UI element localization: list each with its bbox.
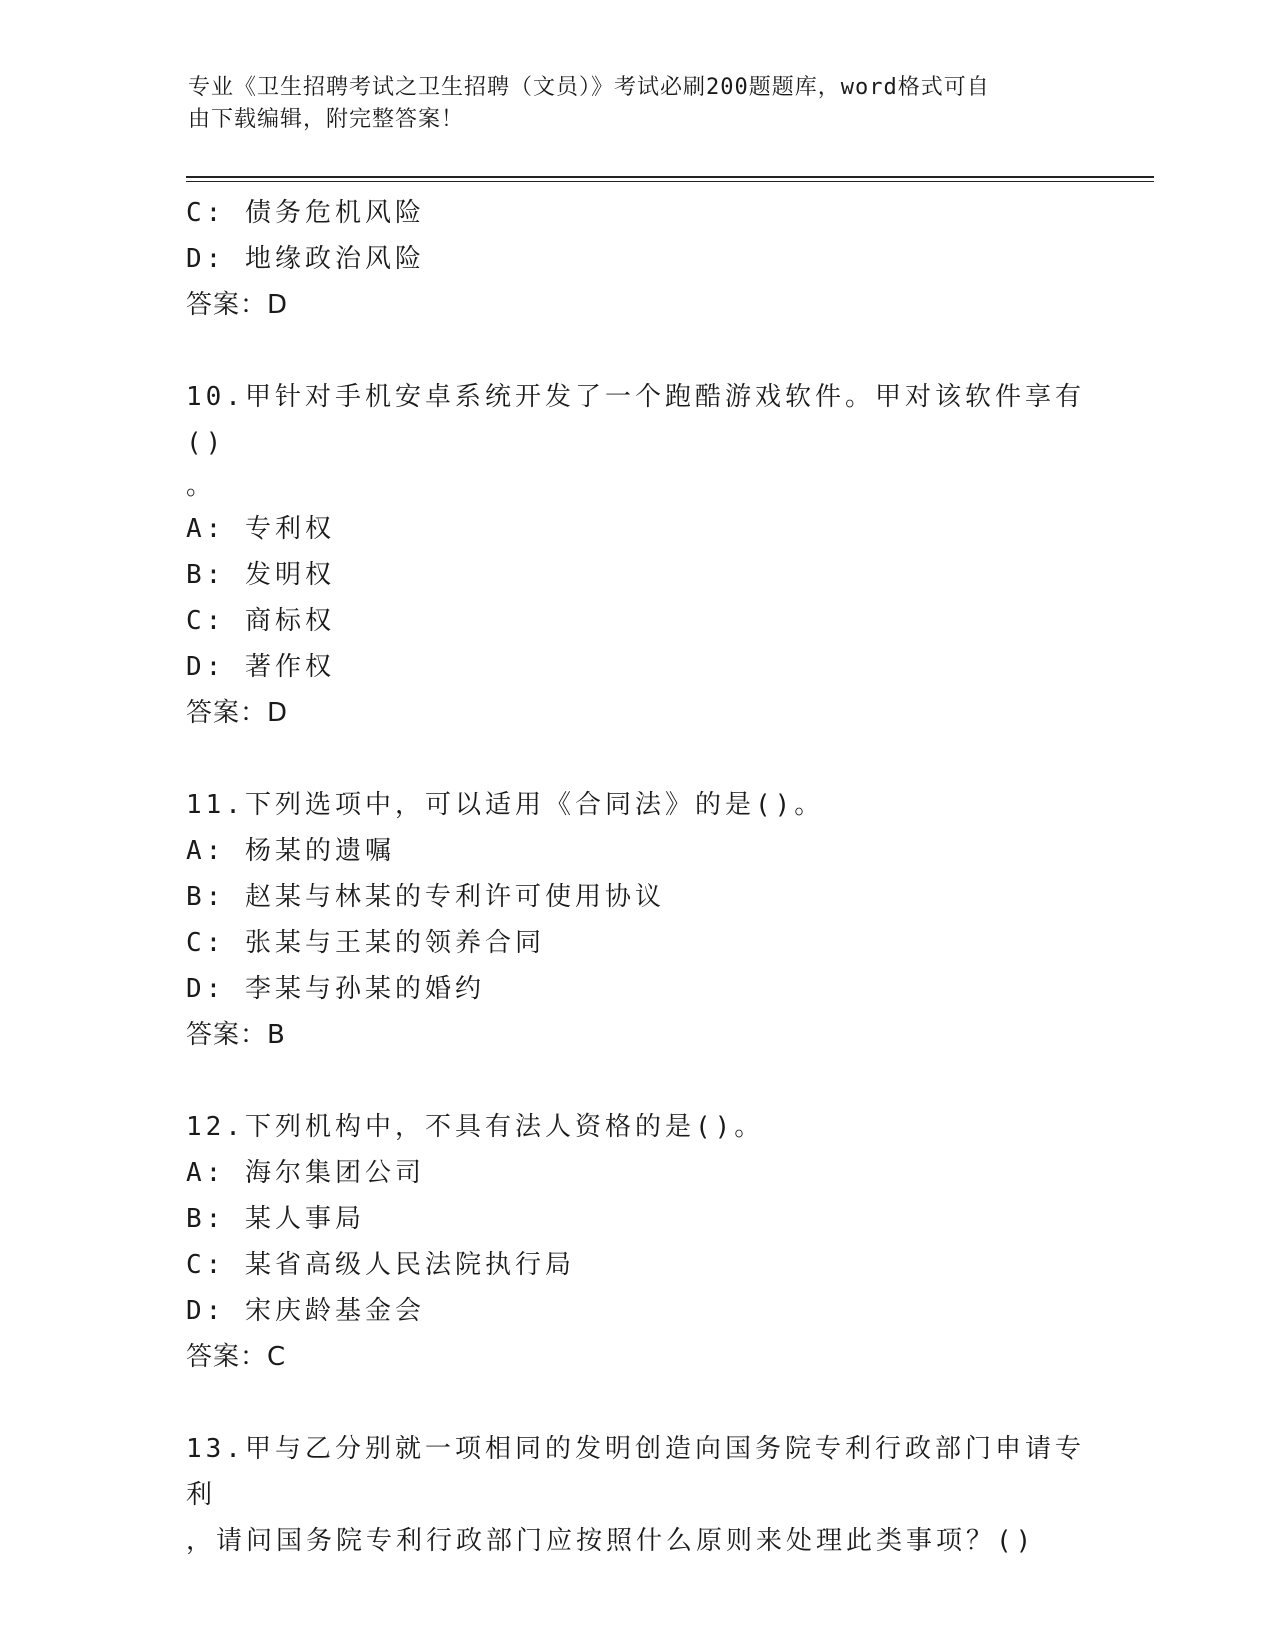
- option-b: B: 赵某与林某的专利许可使用协议: [186, 882, 665, 912]
- option-c: C: 张某与王某的领养合同: [186, 928, 545, 958]
- question-stem-line: 10.甲针对手机安卓系统开发了一个跑酷游戏软件。甲对该软件享有(): [186, 382, 1085, 458]
- header-line-1: 专业《卫生招聘考试之卫生招聘（文员）》考试必刷200题题库，word格式可自: [188, 75, 990, 100]
- answer-line: 答案：D: [186, 290, 289, 320]
- option-d: D: 著作权: [186, 652, 335, 682]
- option-d: D: 宋庆龄基金会: [186, 1296, 425, 1326]
- header-line-2: 由下载编辑，附完整答案！: [188, 107, 465, 132]
- question-11: [186, 782, 1086, 1058]
- document-header: [188, 72, 1088, 136]
- question-13: [186, 1426, 1086, 1564]
- document-body: [186, 190, 1086, 1564]
- option-d: D: 地缘政治风险: [186, 244, 425, 274]
- header-divider-thick: [186, 176, 1154, 178]
- option-c: C: 某省高级人民法院执行局: [186, 1250, 575, 1280]
- option-c: C: 债务危机风险: [186, 198, 425, 228]
- previous-question-tail: [186, 190, 1086, 328]
- option-a: A: 海尔集团公司: [186, 1158, 425, 1188]
- option-a: A: 专利权: [186, 514, 335, 544]
- option-d: D: 李某与孙某的婚约: [186, 974, 485, 1004]
- question-10: [186, 374, 1086, 736]
- answer-line: 答案：D: [186, 698, 289, 728]
- question-stem-line: 。: [186, 471, 217, 501]
- question-stem-line: 13.甲与乙分别就一项相同的发明创造向国务院专利行政部门申请专利: [186, 1434, 1085, 1510]
- question-stem-line: 12.下列机构中，不具有法人资格的是()。: [186, 1112, 765, 1142]
- question-12: [186, 1104, 1086, 1380]
- option-b: B: 发明权: [186, 560, 335, 590]
- option-b: B: 某人事局: [186, 1204, 365, 1234]
- option-a: A: 杨某的遗嘱: [186, 836, 395, 866]
- option-c: C: 商标权: [186, 606, 335, 636]
- question-stem-line: 11.下列选项中，可以适用《合同法》的是()。: [186, 790, 825, 820]
- header-divider-thin: [186, 181, 1154, 182]
- answer-line: 答案：B: [186, 1020, 286, 1050]
- question-stem-line: ，请问国务院专利行政部门应按照什么原则来处理此类事项？(): [186, 1526, 1036, 1556]
- answer-line: 答案：C: [186, 1342, 287, 1372]
